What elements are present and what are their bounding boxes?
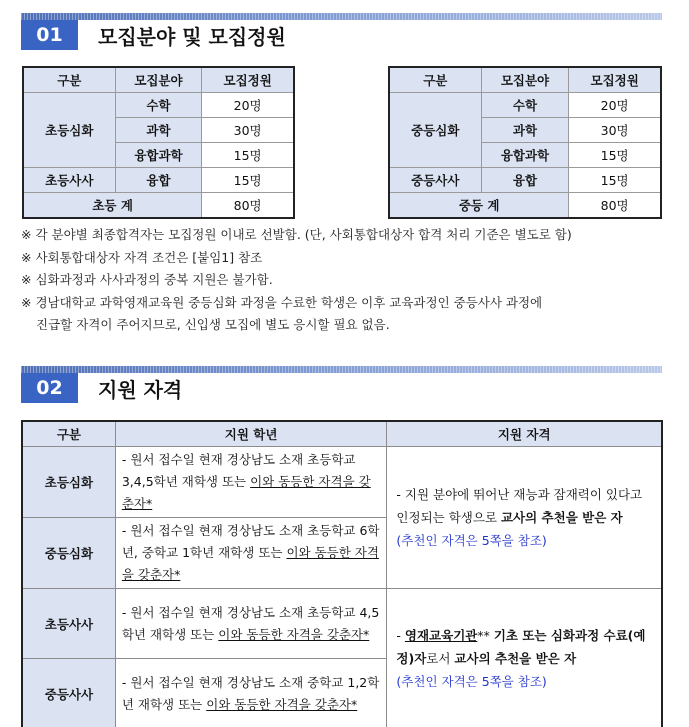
total-cell: 80명 [569,193,661,218]
qualification-text: - 지원 분야에 뛰어난 재능과 잠재력이 있다고 인정되는 학생으로 [396,487,643,525]
grade-cell [115,447,387,518]
category-cell: 초등사사 [23,589,116,659]
grade-equivalent: 이와 동등한 자격을 갖춘자* [218,626,370,642]
eligibility-table [22,421,662,727]
quota-cell: 30명 [569,118,661,143]
note-item: ※ 경남대학교 과학영재교육원 중등심화 과정을 수료한 학생은 이후 교육과정인 중등사사 과정에 [21,294,543,310]
field-cell: 과학 [481,118,569,143]
header-quota: 모집정원 [569,68,661,93]
total-label: 중등 계 [390,193,569,218]
quota-cell: 15명 [569,143,661,168]
header-qualification: 지원 자격 [387,422,662,447]
section1-title: 모집분야 및 모집정원 [98,24,286,49]
qualification-cell-mentorship [387,589,662,727]
qualification-bold: 기초 또는 심화과정 수료(예정)자 [396,628,646,666]
field-cell: 융합 [115,168,202,193]
section1-number: 01 [21,20,78,50]
grade-equivalent: 이와 동등한 자격을 갖춘자* [121,474,371,511]
group-label: 초등심화 [24,93,116,168]
group-label: 중등심화 [390,93,482,168]
quota-cell: 15명 [202,168,294,193]
notes [21,224,572,337]
qualification-institution: 영재교육기관 [404,628,478,643]
section1-band [21,13,662,20]
total-label: 초등 계 [24,193,202,218]
field-cell: 융합과학 [115,143,202,168]
quota-table-elementary [23,67,294,218]
field-cell: 융합과학 [481,143,569,168]
grade-cell [115,589,387,659]
grade-equivalent: 이와 동등한 자격을 갖춘자* [121,545,379,582]
field-cell: 과학 [115,118,202,143]
quota-cell: 30명 [202,118,294,143]
note-item-continued: 진급할 자격이 주어지므로, 신입생 모집에 별도 응시할 필요 없음. [36,317,390,332]
group-label: 중등사사 [390,168,482,193]
quota-cell: 15명 [569,168,661,193]
grade-text: - 원서 접수일 현재 경상남도 소재 중학교 1,2학년 재학생 또는 [121,674,380,712]
note-item: ※ 사회통합대상자 자격 조건은 [붙임1] 참조 [21,249,263,265]
field-cell: 수학 [481,93,569,118]
note-item: ※ 심화과정과 사사과정의 중복 지원은 불가함. [21,272,273,287]
total-cell: 80명 [202,193,294,218]
group-label: 초등사사 [24,168,116,193]
section2-number: 02 [21,373,78,403]
quota-table-middle [389,67,661,218]
qualification-prefix: - [396,628,405,643]
header-field: 모집분야 [481,68,569,93]
header-category: 구분 [23,422,116,447]
field-cell: 수학 [115,93,202,118]
header-field: 모집분야 [115,68,202,93]
header-category: 구분 [390,68,482,93]
section2-title: 지원 자격 [98,377,183,402]
category-cell: 초등심화 [23,447,116,518]
grade-text: - 원서 접수일 현재 경상남도 소재 초등학교 6학년, 중학교 1학년 재학생 또는 [121,523,380,560]
qualification-bold: 교사의 추천을 받은 자 [454,651,577,666]
grade-equivalent: 이와 동등한 자격을 갖춘자* [206,696,358,712]
section2-band [21,366,662,373]
qualification-mark: ** [477,628,494,643]
qualification-ref: (추천인 자격은 5쪽을 참조) [396,674,547,689]
quota-cell: 15명 [202,143,294,168]
grade-cell [115,518,387,589]
quota-cell: 20명 [569,93,661,118]
category-cell: 중등사사 [23,659,116,727]
grade-text: - 원서 접수일 현재 경상남도 소재 초등학교 3,4,5학년 재학생 또는 [121,452,356,489]
qualification-cell-enrichment [387,447,662,589]
quota-cell: 20명 [202,93,294,118]
qualification-ref: (추천인 자격은 5쪽을 참조) [396,533,547,548]
header-grade: 지원 학년 [115,422,387,447]
grade-text: - 원서 접수일 현재 경상남도 소재 초등학교 4,5학년 재학생 또는 [121,604,380,642]
category-cell: 중등심화 [23,518,116,589]
qualification-mid: 로서 [426,651,455,666]
header-quota: 모집정원 [202,68,294,93]
grade-cell [115,659,387,727]
note-item: ※ 각 분야별 최종합격자는 모집정원 이내로 선발함. (단, 사회통합대상자 합격 처리 기준은 별도로 함) [21,227,572,242]
field-cell: 융합 [481,168,569,193]
qualification-bold: 교사의 추천을 받은 자 [500,510,623,525]
header-category: 구분 [24,68,116,93]
